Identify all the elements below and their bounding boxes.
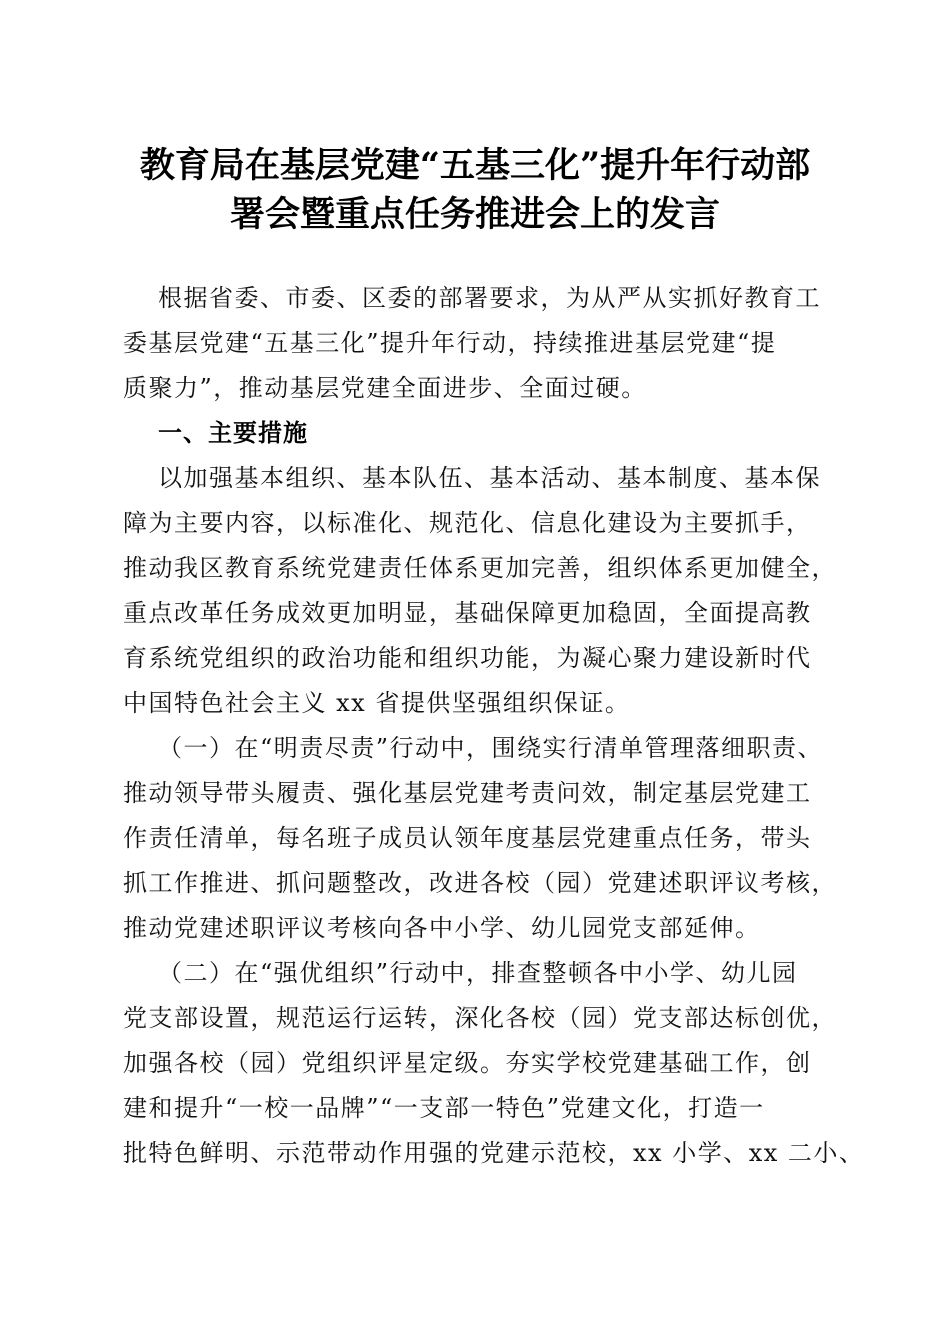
item-1-line: （一）在“明责尽责”行动中，围绕实行清单管理落细职责、 <box>158 734 824 762</box>
item-1-line: 推动党建述职评议考核向各中小学、幼儿园党支部延伸。 <box>123 914 761 942</box>
intro-line: 根据省委、市委、区委的部署要求，为从严从实抓好教育工 <box>158 284 821 312</box>
item-1-line: 作责任清单，每名班子成员认领年度基层党建重点任务，带头 <box>123 824 812 852</box>
item-2-line: 批特色鲜明、示范带动作用强的党建示范校，xx 小学、xx 二小、 <box>123 1139 865 1167</box>
item-2-line: 建和提升“一校一品牌”“一支部一特色”党建文化，打造一 <box>123 1094 765 1122</box>
body-line: 中国特色社会主义 xx 省提供坚强组织保证。 <box>123 689 631 717</box>
intro-line: 质聚力”，推动基层党建全面进步、全面过硬。 <box>123 374 647 402</box>
document-title-line-2: 署会暨重点任务推进会上的发言 <box>229 194 720 235</box>
body-line: 育系统党组织的政治功能和组织功能，为凝心聚力建设新时代 <box>123 644 812 672</box>
body-line: 以加强基本组织、基本队伍、基本活动、基本制度、基本保 <box>158 464 821 492</box>
item-1-line: 推动领导带头履责、强化基层党建考责问效，制定基层党建工 <box>123 779 812 807</box>
document-title-line-1: 教育局在基层党建“五基三化”提升年行动部 <box>139 145 811 186</box>
section-heading: 一、主要措施 <box>158 419 308 447</box>
item-2-line: （二）在“强优组织”行动中，排查整顿各中小学、幼儿园 <box>158 959 798 987</box>
body-line: 重点改革任务成效更加明显，基础保障更加稳固，全面提高教 <box>123 599 812 627</box>
body-line: 障为主要内容，以标准化、规范化、信息化建设为主要抓手， <box>123 509 812 537</box>
intro-line: 委基层党建“五基三化”提升年行动，持续推进基层党建“提 <box>123 329 777 357</box>
body-line: 推动我区教育系统党建责任体系更加完善，组织体系更加健全， <box>123 554 837 582</box>
item-1-line: 抓工作推进、抓问题整改，改进各校（园）党建述职评议考核， <box>123 869 837 897</box>
item-2-line: 加强各校（园）党组织评星定级。夯实学校党建基础工作，创 <box>123 1049 812 1077</box>
item-2-line: 党支部设置，规范运行运转，深化各校（园）党支部达标创优， <box>123 1004 837 1032</box>
